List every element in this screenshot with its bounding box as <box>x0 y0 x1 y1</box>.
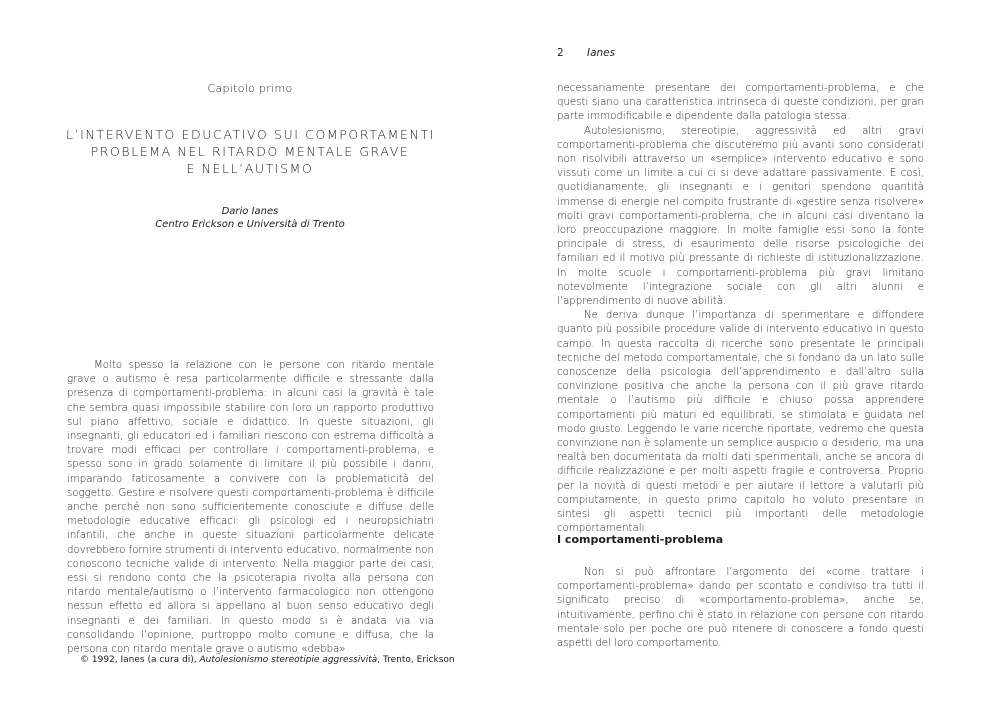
paragraph: Ne deriva dunque l’importanza di sperimentare e diffondere quanto più possibile procedure valide di intervento educativo in questo campo. In questa raccolta di ricerche sono presentate le principali tecniche del metodo comportamentale, che si fondano da un lato sulle conoscenze della psicologia dell’apprendimento e dall’altro sulla convinzione positiva che anche la persona con il più grave ritardo mentale o l’autismo più difficile e chiuso possa apprendere comportamenti più maturi ed equilibrati, se stimolata e guidata nel modo giusto. Leggendo le varie ricerche riportate, vedremo che questa convinzione non è solamente un semplice auspicio o desiderio, ma una realtà ben documentata da molti dati sperimentali, anche se ancora di difficile realizzazione e per molti aspetti fragile e controversa. Proprio per la novità di questi metodi e per aiutare il lettore a valutarli più compiutamente, in questo primo capitolo ho voluto presentare in sintesi gli aspetti tecnici più importanti delle metodologie comportamentali. <box>557 310 924 535</box>
chapter-label: Capitolo primo <box>207 82 293 95</box>
copyright-prefix: © 1992, Ianes (a cura di), <box>80 655 200 665</box>
section-heading: I comportamenti-problema <box>557 533 724 546</box>
running-author: Ianes <box>587 47 616 59</box>
section-body-text <box>557 566 924 651</box>
chapter-title-line: PROBLEMA NEL RITARDO MENTALE GRAVE <box>90 144 410 159</box>
paragraph: necessariamente presentare dei comportamenti-problema, e che questi siano una caratteristica intrinseca di queste condizioni, per gran parte immodificabile e dipendente dalla patologia stessa. <box>557 83 924 123</box>
chapter-title <box>66 126 434 177</box>
chapter-title-line: E NELL’AUTISMO <box>186 161 314 176</box>
paragraph: Non si può affrontare l’argomento del «come trattare i comportamenti-problema» dando per scontato e condiviso tra tutti il significato preciso di «comportamento-problema», anche se, intuitivamente, perfino chi è stato in relazione con persone con ritardo mentale solo per poche ore può ritenere di conoscere a fondo questi aspetti del loro comportamento. <box>557 567 924 650</box>
left-body-text <box>67 359 434 657</box>
chapter-title-line: L’INTERVENTO EDUCATIVO SUI COMPORTAMENTI <box>66 127 436 142</box>
paragraph: Autolesionismo, stereotipie, aggressività ed altri gravi comportamenti-problema che discuteremo più avanti sono considerati non risolvibili attraverso un «semplice» intervento educativo e sono vissuti come un limite a cui ci si deve adattare passivamente. E così, quotidianamente, gli insegnanti e i genitori spendono quantità immense di energie nel compito frustrante di «gestire senza risolvere» molti gravi comportamenti-problema, che in alcuni casi diventano la loro preoccupazione maggiore. In molte famiglie essi sono la fonte principale di stress, di esaurimento delle risorse psicologiche dei familiari ed il motivo più pressante di richieste di istituzionalizzazione. In molte scuole i comportamenti-problema più gravi limitano notevolmente l’integrazione sociale con gli altri alunni e l’apprendimento di nuove abilità. <box>557 125 924 308</box>
copyright-book-title: Autolesionismo stereotipie aggressività <box>199 655 378 665</box>
right-body-text <box>557 82 924 537</box>
paragraph: Molto spesso la relazione con le persone con ritardo mentale grave o autismo è resa particolarmente difficile e stressante dalla presenza di comportamenti-problema: in alcuni casi la gravità è tale che sembra quasi impossibile stabilire con loro un rapporto produttivo sul piano affettivo, sociale e didattico. In queste situazioni, gli insegnanti, gli educatori ed i familiari riescono con estrema difficoltà a trovare modi efficaci per controllare i comportamenti-problema, e spesso sono in grado solamente di limitare il più possibile i danni, imparando faticosamente a convivere con la problematicità del soggetto. Gestire e risolvere questi comportamenti-problema è difficile anche perché non sono sufficientemente conosciute e diffuse delle metodologie educative efficaci: gli psicologi ed i neuropsichiatri infantili, che anche in queste situazioni particolarmente delicate dovrebbero fornire strumenti di intervento educativo, normalmente non conoscono tecniche valide di intervento. Nella maggior parte dei casi, essi si rendono conto che la psicoterapia rivolta alla persona con ritardo mentale/autismo o l’intervento farmacologico non ottengono nessun effetto ed allora si appellano al buon senso educativo degli insegnanti e dei familiari. In questo modo si è andata via via consolidando l’opinione, purtroppo molto comune e diffusa, che la persona con ritardo mentale grave o autismo «debba» <box>67 360 434 656</box>
author-affiliation: Centro Erickson e Università di Trento <box>155 219 345 230</box>
right-page <box>496 0 992 701</box>
author-name: Dario Ianes <box>221 206 279 217</box>
author-block <box>80 205 420 231</box>
running-head <box>557 47 615 59</box>
page-number: 2 <box>557 47 564 59</box>
copyright-notice <box>80 655 455 665</box>
copyright-suffix: , Trento, Erickson <box>377 655 455 665</box>
